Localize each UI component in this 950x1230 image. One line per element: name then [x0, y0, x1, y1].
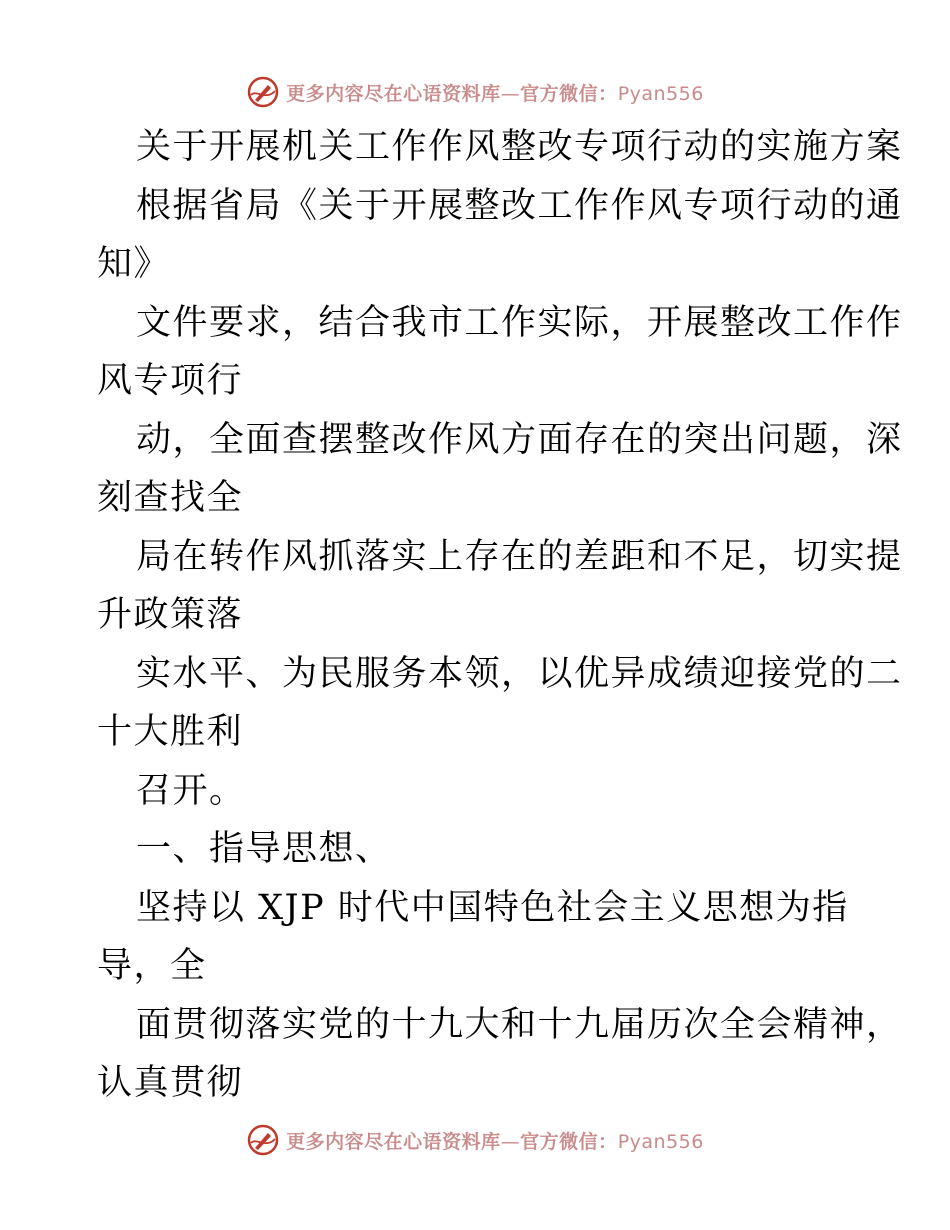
document-line: 导，全: [97, 946, 207, 986]
document-line: 知》: [97, 244, 171, 284]
document-line: 升政策落: [97, 595, 244, 635]
document-line: 文件要求，结合我市工作实际，开展整改工作作: [136, 302, 903, 343]
document-line: 局在转作风抓落实上存在的差距和不足，切实提: [136, 536, 903, 577]
watermark-banner-top: [0, 72, 950, 112]
document-line: 实水平、为民服务本领，以优异成绩迎接党的二: [136, 653, 903, 694]
document-line: 坚持以 XJP 时代中国特色社会主义思想为指: [136, 887, 849, 928]
document-line: 十大胜利: [97, 712, 244, 752]
watermark-text: 更多内容尽在心语资料库—官方微信：Pyan556: [286, 1130, 704, 1153]
document-line: 动，全面查摆整改作风方面存在的突出问题，深: [136, 419, 903, 460]
document-line: 风专项行: [97, 361, 244, 401]
watermark-banner-bottom: [0, 1120, 950, 1160]
document-line: 一、指导思想、: [136, 829, 392, 869]
document-line: 召开。: [136, 770, 246, 811]
document-line: 关于开展机关工作作风整改专项行动的实施方案: [136, 127, 903, 167]
document-line: 认真贯彻: [97, 1063, 244, 1103]
document-line: 刻查找全: [97, 478, 244, 518]
watermark-text: 更多内容尽在心语资料库—官方微信：Pyan556: [286, 82, 704, 105]
document-line: 面贯彻落实党的十九大和十九届历次全会精神，: [136, 1004, 903, 1045]
pen-logo-icon: [246, 75, 280, 109]
document-body: [97, 118, 903, 1113]
pen-logo-icon: [246, 1123, 280, 1157]
document-line: 根据省局《关于开展整改工作作风专项行动的通: [136, 185, 903, 226]
